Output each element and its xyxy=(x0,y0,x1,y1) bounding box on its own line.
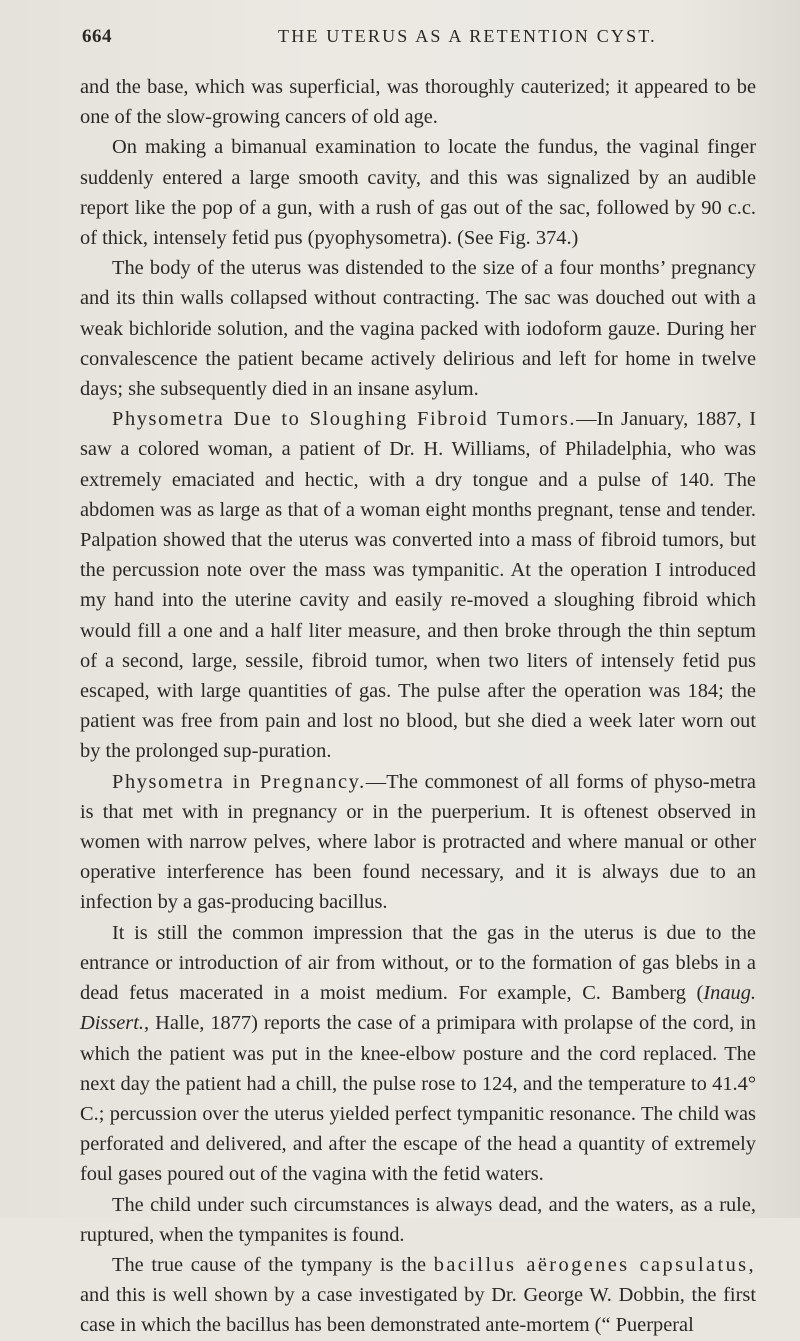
paragraph-7: The child under such circumstances is always dead, and the waters, as a rule, ruptured, when the tympanites is found. xyxy=(80,1193,756,1246)
paragraph-1: and the base, which was superficial, was thoroughly cauterized; it appeared to be one of the slow-growing cancers of old age. xyxy=(80,76,756,129)
paragraph-5 xyxy=(80,767,756,918)
page-number: 664 xyxy=(82,26,112,47)
running-head: THE UTERUS AS A RETENTION CYST. xyxy=(278,26,657,46)
paragraph-3: The body of the uterus was distended to the size of a four months’ pregnancy and its thin walls collapsed without contracting. The sac was douched out with a weak bichloride solution, and the vagina packed with iodoform gauze. During her convalescence the patient became actively delirious and left for home in twelve days; she subsequently died in an insane asylum. xyxy=(80,257,756,401)
body-text xyxy=(80,72,756,1341)
bacillus-name: bacillus aërogenes capsulatus, xyxy=(433,1253,757,1276)
paragraph-2: On making a bimanual examination to locate the fundus, the vaginal finger suddenly entered a large smooth cavity, and this was signalized by an audible report like the pop of a gun, with a rush of gas out of the sac, followed by 90 c.c. of thick, intensely fetid pus (pyophysometra). (See Fig. 374.) xyxy=(80,136,756,250)
paragraph-6-text-a: It is still the common impression that the gas in the uterus is due to the entrance or introduction of air from without, or to the formation of gas blebs in a dead fetus macerated in a moist medium. For example, C. Bamberg ( xyxy=(80,921,756,1005)
paragraph-8 xyxy=(80,1250,756,1341)
paragraph-6 xyxy=(80,918,756,1190)
paragraph-8-text-b: and this is well shown by a case investigated by Dr. George W. Dobbin, the first case in which the bacillus has been demonstrated ante-mortem (“ Puerperal xyxy=(80,1284,756,1337)
section-heading-fibroid: Physometra Due to Sloughing Fibroid Tumors. xyxy=(112,408,577,431)
paragraph-5-text: —The commonest of all forms of physo-metra is that met with in pregnancy or in the puerperium. It is oftenest observed in women with narrow pelves, where labor is protracted and where manual or other operative interference has been found necessary, and it is always due to an infection by a gas-producing bacillus. xyxy=(80,770,756,914)
paragraph-4-text: —In January, 1887, I saw a colored woman, a patient of Dr. H. Williams, of Philadelphia, who was extremely emaciated and hectic, with a dry tongue and a pulse of 140. The abdomen was as large as that of a woman eight months pregnant, tense and tender. Palpation showed that the uterus was converted into a mass of fibroid tumors, but the percussion note over the mass was tympanitic. At the operation I introduced my hand into the uterine cavity and easily re-moved a sloughing fibroid which would fill a one and a half liter measure, and then broke through the thin septum of a second, large, sessile, fibroid tumor, when two liters of intensely fetid pus escaped, with large quantities of gas. The pulse after the operation was 184; the patient was free from pain and lost no blood, but she died a week later worn out by the prolonged sup-puration. xyxy=(80,408,757,763)
citation-title: Inaug. Dissert. xyxy=(80,982,756,1035)
paragraph-8-text-a: The true cause of the tympany is the xyxy=(112,1253,434,1276)
paragraph-6-text-b: , Halle, 1877) reports the case of a primipara with prolapse of the cord, in which the patient was put in the knee-elbow posture and the cord replaced. The next day the patient had a chill, the pulse rose to 124, and the temperature to 41.4° C.; percussion over the uterus yielded perfect tympanitic resonance. The child was perforated and delivered, and after the escape of the head a quantity of extremely foul gases poured out of the vagina with the fetid waters. xyxy=(80,1012,756,1186)
section-heading-pregnancy: Physometra in Pregnancy. xyxy=(112,770,366,793)
page-header xyxy=(68,26,754,54)
paragraph-4 xyxy=(80,404,756,766)
